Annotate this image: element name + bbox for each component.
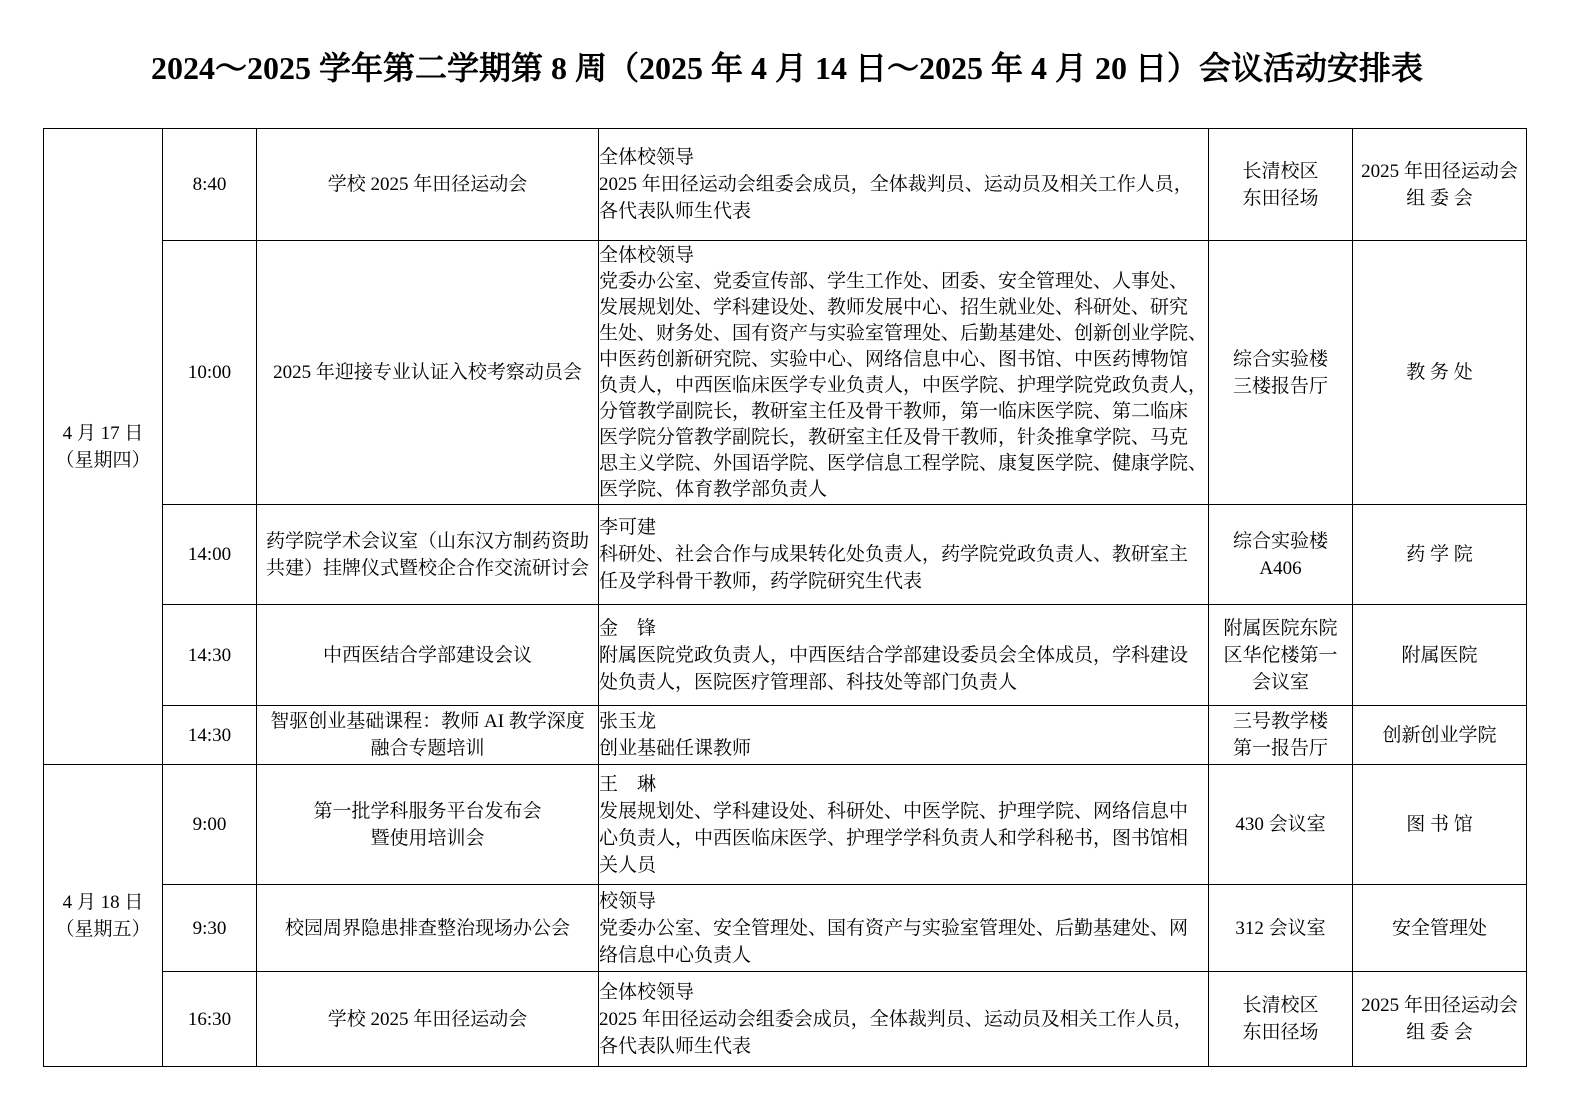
participants-line: 创业基础任课教师 xyxy=(599,738,752,759)
date-label: 4 月 17 日 xyxy=(62,422,144,444)
location-line: 第一报告厅 xyxy=(1232,738,1328,759)
location-line: 430 会议室 xyxy=(1235,814,1326,835)
event-name-line: 学校 2025 年田径运动会 xyxy=(327,174,528,195)
event-participants xyxy=(599,972,1209,1067)
organizer-line: 创新创业学院 xyxy=(1382,724,1497,746)
event-participants xyxy=(599,605,1209,706)
participants-line: 附属医院党政负责人，中西医结合学部建设委员会全体成员，学科建设 xyxy=(599,644,1189,666)
participants-line: 中医药创新研究院、实验中心、网络信息中心、图书馆、中医药博物馆 xyxy=(599,348,1189,370)
event-organizer xyxy=(1353,972,1527,1067)
location-line: 东田径场 xyxy=(1242,187,1319,209)
location-line: 会议室 xyxy=(1251,671,1309,693)
participants-line: 医学院、体育教学部负责人 xyxy=(599,478,828,500)
event-name-line: 2025 年迎接专业认证入校考察动员会 xyxy=(273,362,582,383)
participants-line: 各代表队师生代表 xyxy=(599,201,752,222)
participants-line: 络信息中心负责人 xyxy=(599,944,752,966)
event-organizer xyxy=(1353,505,1527,605)
participants-line: 思主义学院、外国语学院、医学信息工程学院、康复医学院、健康学院、 xyxy=(599,452,1208,474)
organizer-line: 2025 年田径运动会 xyxy=(1361,995,1518,1016)
event-organizer xyxy=(1353,706,1527,765)
location-line: 附属医院东院 xyxy=(1223,617,1338,639)
event-location xyxy=(1209,241,1353,505)
participants-line: 分管教学副院长，教研室主任及骨干教师，第一临床医学院、第二临床 xyxy=(599,400,1189,422)
event-location xyxy=(1209,706,1353,765)
event-participants xyxy=(599,706,1209,765)
participants-line: 党委办公室、党委宣传部、学生工作处、团委、安全管理处、人事处、 xyxy=(599,270,1189,292)
event-time: 9:30 xyxy=(163,885,257,972)
location-line: 长清校区 xyxy=(1242,160,1319,182)
organizer-line: 图 书 馆 xyxy=(1406,814,1473,835)
event-name xyxy=(257,972,599,1067)
organizer-line: 药 学 院 xyxy=(1406,544,1473,565)
event-name-line: 暨使用培训会 xyxy=(370,827,485,849)
event-organizer xyxy=(1353,241,1527,505)
location-line: 东田径场 xyxy=(1242,1022,1319,1043)
event-time: 14:30 xyxy=(163,605,257,706)
event-row xyxy=(44,605,1527,706)
event-name xyxy=(257,605,599,706)
participants-line: 任及学科骨干教师，药学院研究生代表 xyxy=(599,571,923,592)
participants-line: 张玉龙 xyxy=(599,711,657,732)
event-location xyxy=(1209,972,1353,1067)
participants-line: 处负责人，医院医疗管理部、科技处等部门负责人 xyxy=(599,671,1018,693)
event-participants xyxy=(599,505,1209,605)
location-line: 三楼报告厅 xyxy=(1232,375,1328,397)
event-row xyxy=(44,706,1527,765)
event-name-line: 智驱创业基础课程：教师 AI 教学深度 xyxy=(270,711,585,732)
event-participants xyxy=(599,241,1209,505)
event-name xyxy=(257,129,599,241)
event-name xyxy=(257,885,599,972)
event-row xyxy=(44,129,1527,241)
event-location xyxy=(1209,505,1353,605)
event-name-line: 校园周界隐患排查整治现场办公会 xyxy=(284,917,570,939)
weekday-label: （星期四） xyxy=(55,449,151,471)
event-organizer xyxy=(1353,129,1527,241)
schedule-body xyxy=(44,129,1527,1067)
event-row xyxy=(44,505,1527,605)
location-line: 区华佗楼第一 xyxy=(1223,644,1338,666)
date-label: 4 月 18 日 xyxy=(62,891,144,913)
weekday-label: （星期五） xyxy=(55,918,151,940)
organizer-line: 安全管理处 xyxy=(1391,917,1487,939)
event-name-line: 融合专题培训 xyxy=(370,738,485,759)
date-cell xyxy=(44,129,163,765)
participants-line: 心负责人，中西医临床医学、护理学学科负责人和学科秘书，图书馆相 xyxy=(599,827,1189,849)
event-time: 16:30 xyxy=(163,972,257,1067)
participants-line: 全体校领导 xyxy=(599,147,695,168)
event-row xyxy=(44,885,1527,972)
participants-line: 各代表队师生代表 xyxy=(599,1035,752,1057)
participants-line: 发展规划处、学科建设处、科研处、中医学院、护理学院、网络信息中 xyxy=(599,800,1189,822)
event-participants xyxy=(599,129,1209,241)
event-organizer xyxy=(1353,765,1527,885)
participants-line: 负责人，中西医临床医学专业负责人，中医学院、护理学院党政负责人， xyxy=(599,374,1208,396)
organizer-line: 组 委 会 xyxy=(1406,1022,1473,1043)
event-location xyxy=(1209,129,1353,241)
event-participants xyxy=(599,765,1209,885)
page-title: 2024～2025 学年第二学期第 8 周（2025 年 4 月 14 日～2025 年 4 月 20 日）会议活动安排表 xyxy=(150,50,1423,86)
event-location xyxy=(1209,765,1353,885)
event-row xyxy=(44,972,1527,1067)
location-line: 312 会议室 xyxy=(1235,917,1326,939)
organizer-line: 教 务 处 xyxy=(1406,362,1473,383)
participants-line: 科研处、社会合作与成果转化处负责人，药学院党政负责人、教研室主 xyxy=(599,544,1189,565)
event-name xyxy=(257,505,599,605)
participants-line: 关人员 xyxy=(599,854,657,876)
schedule-table xyxy=(43,128,1527,1067)
event-row xyxy=(44,241,1527,505)
event-name-line: 学校 2025 年田径运动会 xyxy=(327,1008,528,1030)
event-location xyxy=(1209,885,1353,972)
event-name xyxy=(257,765,599,885)
event-time: 9:00 xyxy=(163,765,257,885)
participants-line: 王 琳 xyxy=(599,773,657,795)
location-line: 综合实验楼 xyxy=(1232,530,1328,552)
event-organizer xyxy=(1353,605,1527,706)
location-line: A406 xyxy=(1259,557,1302,579)
event-time: 8:40 xyxy=(163,129,257,241)
participants-line: 2025 年田径运动会组委会成员，全体裁判员、运动员及相关工作人员， xyxy=(599,174,1193,195)
date-cell xyxy=(44,765,163,1067)
organizer-line: 组 委 会 xyxy=(1406,187,1473,209)
event-time: 14:30 xyxy=(163,706,257,765)
location-line: 三号教学楼 xyxy=(1232,711,1328,732)
event-participants xyxy=(599,885,1209,972)
participants-line: 李可建 xyxy=(599,517,657,538)
event-name-line: 药学院学术会议室（山东汉方制药资助 xyxy=(265,530,589,552)
participants-line: 全体校领导 xyxy=(599,244,695,266)
organizer-line: 附属医院 xyxy=(1401,644,1478,666)
participants-line: 党委办公室、安全管理处、国有资产与实验室管理处、后勤基建处、网 xyxy=(599,917,1189,939)
event-organizer xyxy=(1353,885,1527,972)
event-time: 14:00 xyxy=(163,505,257,605)
event-name xyxy=(257,241,599,505)
participants-line: 发展规划处、学科建设处、教师发展中心、招生就业处、科研处、研究 xyxy=(599,296,1189,318)
event-name-line: 中西医结合学部建设会议 xyxy=(322,644,532,666)
event-name-line: 共建）挂牌仪式暨校企合作交流研讨会 xyxy=(265,557,589,579)
participants-line: 医学院分管教学副院长，教研室主任及骨干教师，针灸推拿学院、马克 xyxy=(599,426,1189,448)
participants-line: 金 锋 xyxy=(599,617,657,639)
location-line: 综合实验楼 xyxy=(1232,348,1328,370)
organizer-line: 2025 年田径运动会 xyxy=(1361,160,1518,182)
event-time: 10:00 xyxy=(163,241,257,505)
event-row xyxy=(44,765,1527,885)
participants-line: 校领导 xyxy=(599,890,657,912)
event-location xyxy=(1209,605,1353,706)
event-name-line: 第一批学科服务平台发布会 xyxy=(313,800,542,822)
participants-line: 2025 年田径运动会组委会成员，全体裁判员、运动员及相关工作人员， xyxy=(599,1008,1193,1030)
event-name xyxy=(257,706,599,765)
participants-line: 全体校领导 xyxy=(599,981,695,1003)
location-line: 长清校区 xyxy=(1242,995,1319,1016)
participants-line: 生处、财务处、国有资产与实验室管理处、后勤基建处、创新创业学院、 xyxy=(599,322,1208,344)
